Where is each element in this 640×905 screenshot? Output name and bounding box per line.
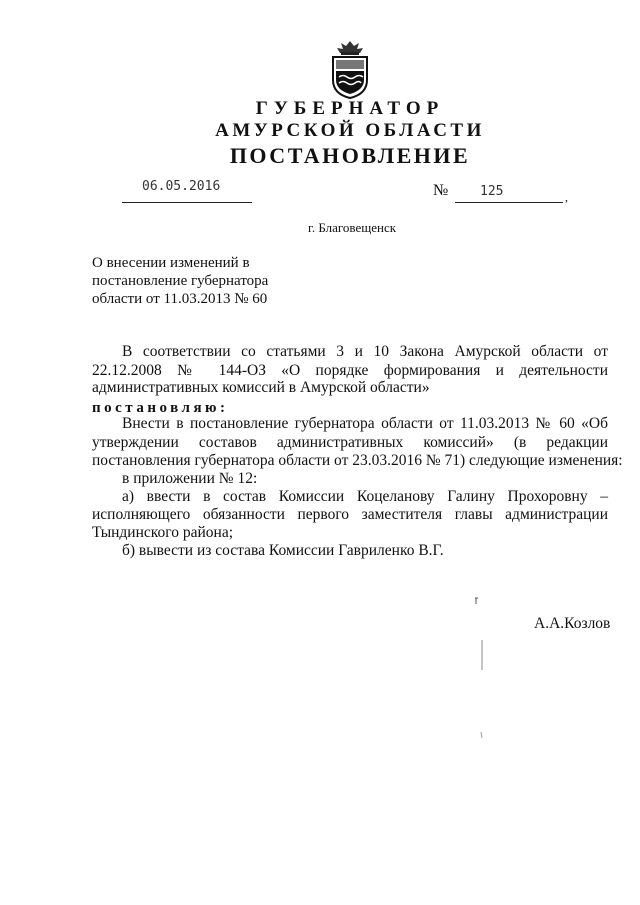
resolve-text: постановляю: (92, 400, 229, 416)
clause-line: б) вывести из состава Комиссии Гавриленко В.Г. (122, 542, 444, 559)
document-date: 06.05.2016 (142, 179, 221, 194)
number-underline (455, 202, 563, 203)
clause-line: Внести в постановление губернатора области от 11.03.2013 № 60 «Об (122, 415, 608, 432)
number-dot: , (565, 190, 568, 204)
signature-name: А.А.Козлов (534, 615, 611, 632)
document-city: г. Благовещенск (308, 220, 397, 235)
subject-line: постановление губернатора (92, 273, 269, 289)
subject-line: О внесении изменений в (92, 255, 250, 271)
number-sign: № (433, 182, 449, 199)
scan-artifact-marks (470, 592, 490, 762)
preamble-line: административных комиссий в Амурской области» (92, 379, 430, 396)
document-type: ПОСТАНОВЛЕНИЕ (229, 143, 471, 168)
clause-line: а) ввести в состав Комиссии Коцеланову Галину Прохоровну – (122, 488, 608, 505)
clause-line: исполняющего обязанности первого заместителя главы администрации (92, 506, 608, 523)
subject-line: области от 11.03.2013 № 60 (92, 291, 268, 307)
clause-line: Тындинского района; (92, 524, 234, 541)
document-subject (92, 254, 292, 308)
header-title-governor: ГУБЕРНАТОР (255, 98, 445, 119)
clause-line: в приложении № 12: (122, 470, 258, 487)
document-number: 125 (480, 184, 504, 199)
date-underline (122, 202, 252, 203)
clause-line: утверждении составов административных комиссий» (в редакции (92, 434, 608, 451)
clause-line: постановления губернатора области от 23.03.2016 № 71) следующие изменения: (92, 452, 623, 469)
preamble-line: 22.12.2008 № 144-ОЗ «О порядке формирования и деятельности (92, 362, 608, 379)
preamble-line: В соответствии со статьями 3 и 10 Закона Амурской области от (122, 343, 608, 360)
header-title-region: АМУРСКОЙ ОБЛАСТИ (215, 120, 485, 141)
coat-of-arms-emblem (327, 40, 373, 100)
